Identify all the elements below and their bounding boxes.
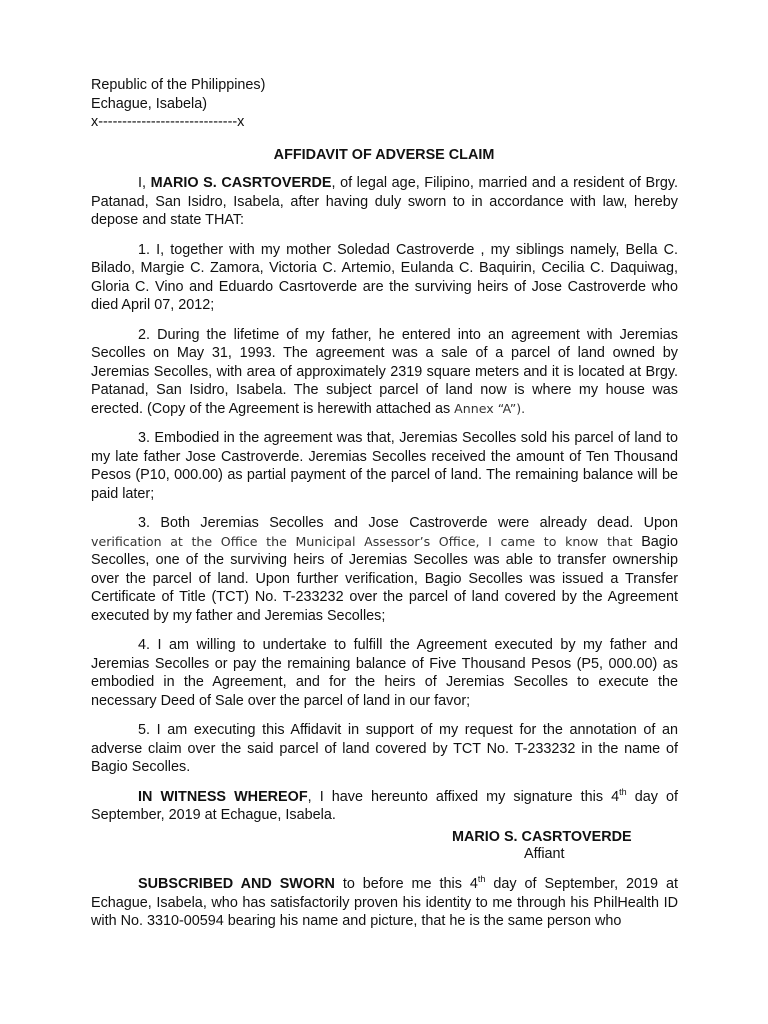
paragraph-3b-rest: Bagio Secolles, one of the surviving heirs of Jeremias Secolles was able to transfer ownership over the parcel of land. Upon further verification, Bagio Secolles was issued a Transfer Certificate of Title (TCT) No. T-233232 over the parcel of land covered by the Agreement executed by my father and Jeremias Secolles; (91, 533, 678, 624)
jurat-ordinal: th (477, 874, 486, 884)
paragraph-5: 5. I am executing this Affidavit in support of my request for the annotation of an adverse claim over the said parcel of land covered by TCT No. T-233232 in the name of Bagio Secolles. (91, 722, 678, 775)
intro-paragraph (91, 174, 678, 230)
venue-header (91, 76, 265, 132)
witness-paragraph (91, 788, 678, 825)
annex-reference: Annex “A”). (454, 400, 526, 416)
paragraph-3b-verification: verification at the Office the Municipal Assessor’s Office, I came to know that (91, 533, 633, 549)
paragraph-3a: 3. Embodied in the agreement was that, Jeremias Secolles sold his parcel of land to my late father Jose Castroverde. Jeremias Secolles received the amount of Ten Thousand Pesos (P10, 000.00) as partial payment of the parcel of land. The remaining balance will be paid later; (91, 430, 678, 502)
document-title: AFFIDAVIT OF ADVERSE CLAIM (273, 147, 495, 163)
jurat-heading: SUBSCRIBED AND SWORN (138, 876, 335, 892)
signature-block (452, 829, 632, 863)
witness-post: day of September, 2019 at Echague, Isabela. (91, 788, 678, 823)
intro-pre: I, (138, 175, 151, 191)
jurat-pre: to before me this 4 (334, 876, 478, 892)
paragraph-4: 4. I am willing to undertake to fulfill the Agreement executed by my father and Jeremias Secolles or pay the remaining balance of Five Thousand Pesos (P5, 000.00) as embodied in the Agreement, and for the heirs of Jeremias Secolles to execute the necessary Deed of Sale over the parcel of land in our favor; (91, 637, 678, 709)
venue-country: Republic of the Philippines) (91, 77, 266, 93)
affidavit-body (91, 174, 678, 836)
paragraph-2-main: 2. During the lifetime of my father, he entered into an agreement with Jeremias Secolles on May 31, 1993. The agreement was a sale of a parcel of land owned by Jeremias Secolles, with area of approximately 2319 square meters and it is located at Brgy. Patanad, San Isidro, Isabela. The subject parcel of land now is where my house was erected. (Copy of the Agreement is herewith attached as (91, 326, 678, 417)
witness-ordinal: th (619, 786, 627, 797)
jurat-post: day of September, 2019 at Echague, Isabela, who has satisfactorily proven his identity to me through his PhilHealth ID with No. 3310-00594 bearing his name and picture, that he is the same person who (91, 876, 679, 929)
paragraph-1: 1. I, together with my mother Soledad Castroverde , my siblings namely, Bella C. Bilado, Margie C. Zamora, Victoria C. Artemio, Eulanda C. Baquirin, Cecilia C. Daquiwag, Gloria C. Vino and Eduardo Casrtoverde are the surviving heirs of Jose Castroverde who died April 07, 2012; (91, 241, 678, 313)
witness-heading: IN WITNESS WHEREOF (138, 788, 308, 805)
affiant-name-inline: MARIO S. CASRTOVERDE (150, 175, 332, 191)
affiant-role: Affiant (524, 846, 565, 862)
intro-post: , of legal age, Filipino, married and a resident of Brgy. Patanad, San Isidro, Isabela, after having duly sworn to in accordance with law, hereby depose and state THAT: (91, 175, 679, 228)
affiant-name: MARIO S. CASRTOVERDE (452, 829, 632, 845)
paragraph-3b-lead: 3. Both Jeremias Secolles and Jose Castroverde were already dead. Upon (138, 515, 678, 531)
venue-place: Echague, Isabela) (91, 95, 208, 112)
paragraph-2 (91, 326, 678, 419)
witness-pre: , I have hereunto affixed my signature this 4 (307, 788, 620, 805)
jurat-paragraph (91, 875, 678, 931)
paragraph-3b (91, 514, 678, 625)
jurat (91, 875, 678, 942)
venue-divider: x-----------------------------x (91, 114, 245, 130)
